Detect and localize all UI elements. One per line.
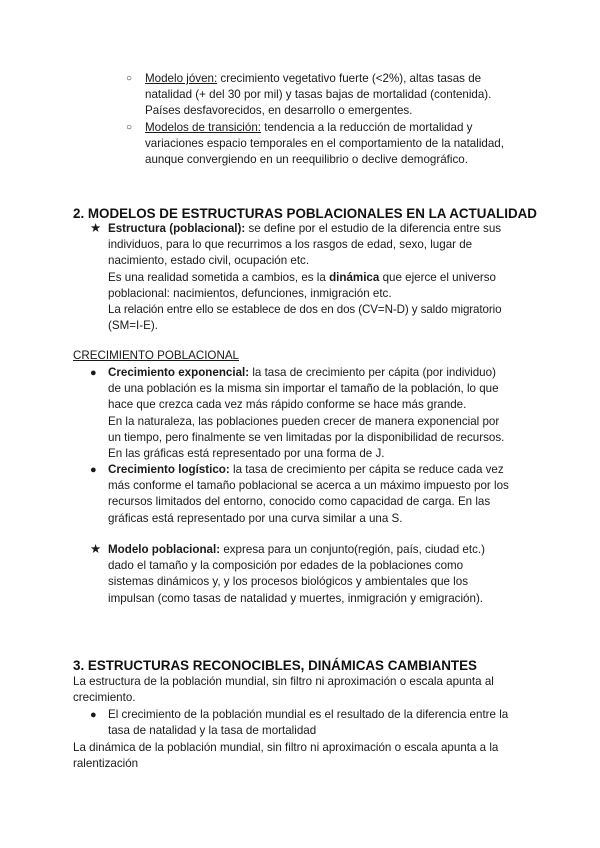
- text-line: dado el tamaño y la composición por edades de la poblaciones como: [108, 559, 464, 573]
- text-line: El crecimiento de la población mundial es el resultado de la diferencia entre la: [108, 708, 509, 721]
- text-line: La relación entre ello se establece de dos en dos (CV=N-D) y saldo migratorio: [108, 303, 502, 317]
- text-line: gráficas está representado por una curva similar a una S.: [108, 511, 403, 525]
- term-modelo-joven: Modelo jóven:: [145, 72, 218, 85]
- text-line: expresa para un conjunto(región, país, ciudad etc.): [223, 543, 485, 556]
- text-line: Es una realidad sometida a cambios, es la: [108, 270, 326, 284]
- text-line: que ejerce el universo: [382, 270, 496, 284]
- text-line: aunque convergiendo en un reequilibrio o declive demográfico.: [145, 153, 468, 167]
- star-bullet-icon: ★: [90, 542, 102, 556]
- text-line: recursos limitados del entorno, conocido como capacidad de carga. En las: [108, 495, 491, 509]
- text-line: un tiempo, pero finalmente se ven limitadas por la disponibilidad de recursos.: [108, 430, 505, 444]
- subheading-crecimiento: CRECIMIENTO POBLACIONAL: [73, 349, 239, 362]
- text-line: crecimiento vegetativo fuerte (<2%), altas tasas de: [220, 72, 482, 85]
- list-item-logistico: [90, 462, 540, 527]
- list-item-modelos-transicion: [126, 120, 566, 169]
- term-modelos-transicion: Modelos de transición:: [145, 121, 261, 134]
- term-estructura: Estructura (poblacional):: [108, 222, 246, 235]
- list-item-crecimiento-mundial: [90, 707, 540, 739]
- text-line: se define por el estudio de la diferencia entre sus: [248, 222, 502, 235]
- list-item-modelo-joven: [126, 71, 566, 120]
- term-exponencial: Crecimiento exponencial:: [108, 366, 250, 379]
- text-line: más conforme el tamaño poblacional se acerca a un máximo impuesto por los: [108, 479, 509, 493]
- text-line: crecimiento.: [73, 691, 136, 705]
- text-line: tendencia a la reducción de mortalidad y: [264, 121, 473, 134]
- text-line: ralentización: [73, 757, 139, 771]
- text-line: individuos, para lo que recurrimos a los rasgos de edad, sexo, lugar de: [108, 238, 473, 252]
- paragraph-dinamica-mundial: [73, 740, 543, 772]
- text-line: variaciones espacio temporales en el comportamiento de la natalidad,: [145, 137, 504, 151]
- text-line: de una población es la misma sin importar el tamaño de la población, lo que: [108, 382, 499, 396]
- term-logistico: Crecimiento logístico:: [108, 463, 230, 476]
- dot-bullet-icon: ●: [90, 464, 97, 476]
- text-line: (SM=I-E).: [108, 319, 158, 333]
- term-dinamica: dinámica: [329, 270, 380, 284]
- text-line: Países desfavorecidos, en desarrollo o emergentes.: [145, 104, 413, 118]
- star-bullet-icon: ★: [90, 221, 102, 235]
- section-heading-2: 2. MODELOS DE ESTRUCTURAS POBLACIONALES EN LA ACTUALIDAD: [73, 206, 537, 221]
- text-line: poblacional: nacimientos, defunciones, inmigración etc.: [108, 286, 392, 300]
- dot-bullet-icon: ●: [90, 367, 97, 379]
- text-line: nacimiento, estado civil, ocupación etc.: [108, 254, 310, 268]
- text-line: impulsan (como tasas de natalidad y muertes, inmigración y emigración).: [108, 591, 484, 605]
- text-line: la tasa de crecimiento per cápita (por individuo): [252, 366, 496, 379]
- text-line: hace que crezca cada vez más rápido conforme se hace más grande.: [108, 398, 467, 412]
- text-line: natalidad (+ del 30 por mil) y tasas bajas de mortalidad (contenida).: [145, 88, 492, 102]
- section-heading-3: 3. ESTRUCTURAS RECONOCIBLES, DINÁMICAS CAMBIANTES: [73, 658, 477, 673]
- list-item-modelo-poblacional: [90, 542, 540, 607]
- text-line: sistemas dinámicos y, y los procesos biológicos y ambientales que los: [108, 575, 469, 589]
- term-modelo-poblacional: Modelo poblacional:: [108, 543, 221, 556]
- text-line: la tasa de crecimiento per cápita se reduce cada vez: [233, 463, 504, 476]
- text-line: La dinámica de la población mundial, sin filtro ni aproximación o escala apunta a la: [73, 741, 499, 754]
- text-line: En las gráficas está representado por una forma de J.: [108, 447, 385, 461]
- list-item-exponencial: [90, 365, 540, 462]
- text-line: tasa de natalidad y la tasa de mortalidad: [108, 724, 317, 738]
- list-item-estructura: [90, 221, 540, 334]
- hollow-bullet-icon: ○: [126, 122, 133, 133]
- text-line: La estructura de la población mundial, sin filtro ni aproximación o escala apunta al: [73, 675, 494, 688]
- dot-bullet-icon: ●: [90, 709, 97, 721]
- paragraph-estructura-mundial: [73, 674, 543, 706]
- hollow-bullet-icon: ○: [126, 73, 133, 84]
- text-line: En la naturaleza, las poblaciones pueden crecer de manera exponencial por: [108, 414, 500, 428]
